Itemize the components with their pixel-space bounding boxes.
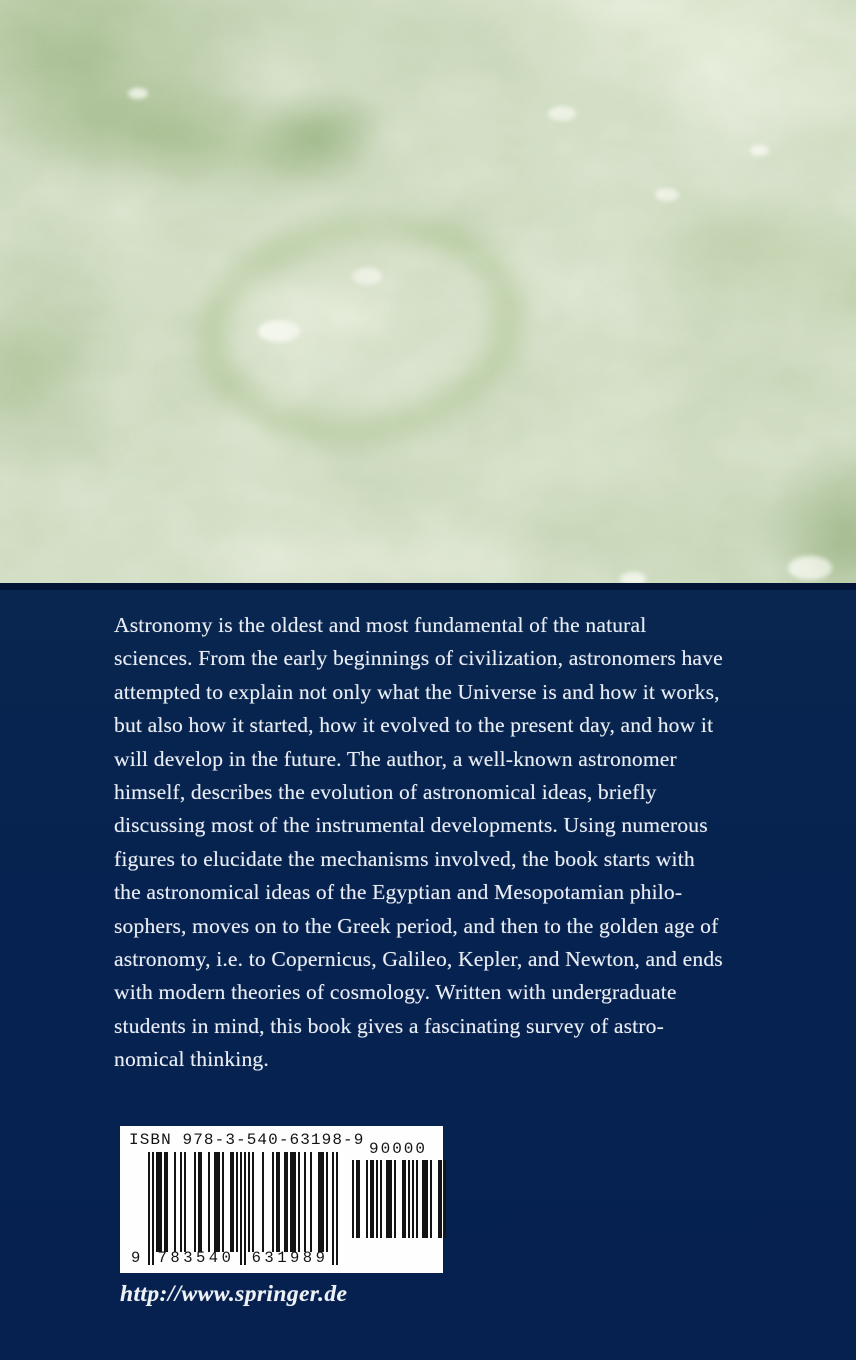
description-line: will develop in the future. The author, a well-known astronomer (114, 746, 677, 771)
ean13-barcode (131, 1152, 338, 1267)
ean13-digits-left: 783540 (157, 1249, 235, 1267)
description-line: figures to elucidate the mechanisms involved, the book starts with (114, 846, 695, 871)
description-line: Astronomy is the oldest and most fundamental of the natural (114, 613, 647, 637)
description-line: the astronomical ideas of the Egyptian and Mesopotamian philo- (114, 880, 683, 905)
ean5-addon-value: 90000 (368, 1140, 427, 1158)
description-line: students in mind, this book gives a fascinating survey of astro- (114, 1013, 664, 1038)
cover-photo (0, 0, 856, 583)
description-line: attempted to explain not only what the Universe is and how it works, (114, 679, 720, 704)
publisher-url: http://www.springer.de (120, 1281, 348, 1307)
description-line: himself, describes the evolution of astronomical ideas, briefly (114, 780, 657, 805)
description-line: discussing most of the instrumental developments. Using numerous (114, 813, 708, 838)
ean13-digit-lead: 9 (131, 1249, 144, 1267)
ean5-addon-barcode (350, 1140, 446, 1238)
description-line: with modern theories of cosmology. Written with undergraduate (114, 980, 677, 1005)
photo-grain-texture (0, 0, 856, 583)
blurb-panel (0, 583, 856, 1360)
ean13-digits-right: 631989 (251, 1249, 329, 1267)
description-line: but also how it started, how it evolved to the present day, and how it (114, 713, 714, 738)
description-line: astronomy, i.e. to Copernicus, Galileo, Kepler, and Newton, and ends (114, 947, 723, 972)
addon-bars (350, 1160, 446, 1238)
isbn-number: ISBN 978-3-540-63198-9 (129, 1131, 365, 1149)
description-line: sciences. From the early beginnings of civilization, astronomers have (114, 646, 723, 671)
description-line: sophers, moves on to the Greek period, and then to the golden age of (114, 913, 719, 938)
panel-top-edge (0, 583, 856, 590)
description-line: nomical thinking. (114, 1047, 269, 1072)
isbn-barcode-box (120, 1126, 443, 1273)
book-description (114, 609, 794, 1077)
